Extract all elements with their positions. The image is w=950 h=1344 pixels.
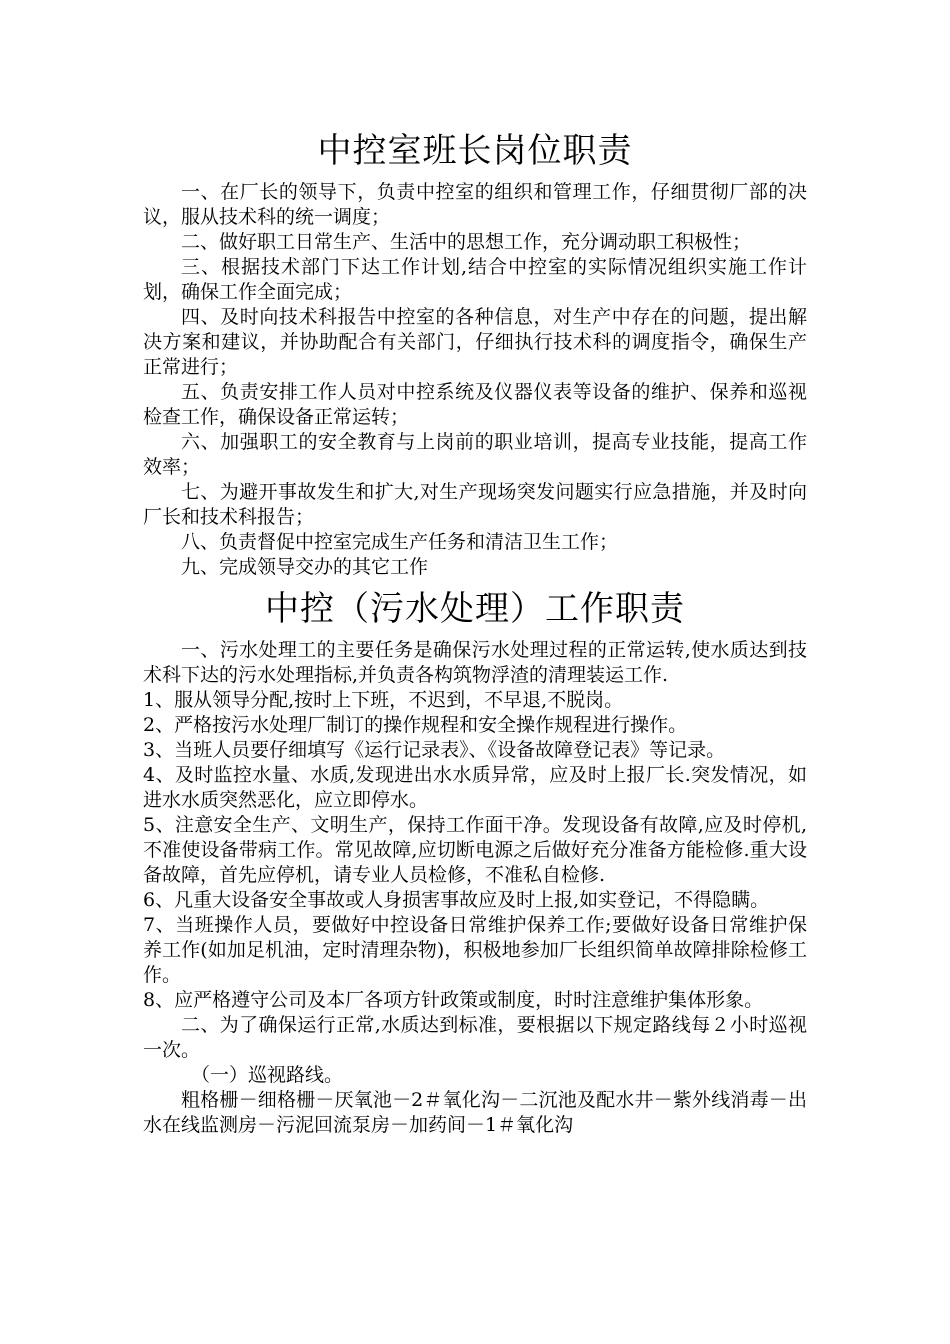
section2-item: 5、注意安全生产、文明生产，保持工作面干净。发现设备有故障,应及时停机,不准使设备带病工作。常见故障,应切断电源之后做好充分准备方能检修.重大设备故障，首先应停机，请专业人员检修，不准私自检修. [143,814,807,886]
section2-title: 中控（污水处理）工作职责 [265,589,685,629]
section1-paragraph: 三、根据技术部门下达工作计划,结合中控室的实际情况组织实施工作计划，确保工作全面完成； [143,256,807,303]
section1-paragraph: 九、完成领导交办的其它工作 [181,556,429,578]
section2-item: 6、凡重大设备安全事故或人身损害事故应及时上报,如实登记，不得隐瞒。 [143,889,770,911]
section2-patrol: 二、为了确保运行正常,水质达到标准，要根据以下规定路线每２小时巡视一次。 [143,1014,807,1061]
section2-item: 7、当班操作人员，要做好中控设备日常维护保养工作;要做好设备日常维护保养工作(如加足机油，定时清理杂物)，积极地参加厂长组织简单故障排除检修工作。 [143,914,807,986]
section2-item: 8、应严格遵守公司及本厂各项方针政策或制度，时时注意维护集体形象。 [143,989,764,1011]
section1-paragraph: 四、及时向技术科报告中控室的各种信息，对生产中存在的问题，提出解决方案和建议，并协助配合有关部门，仔细执行技术科的调度指令，确保生产正常进行； [143,306,807,378]
section1-paragraph: 一、在厂长的领导下，负责中控室的组织和管理工作，仔细贯彻厂部的决议，服从技术科的统一调度； [143,181,807,228]
document-content [143,122,807,1138]
section2-item: 1、服从领导分配,按时上下班，不迟到，不早退,不脱岗。 [143,689,624,711]
section2-item: 4、及时监控水量、水质,发现进出水水质异常，应及时上报厂长.突发情况，如进水水质突然恶化，应立即停水。 [143,764,807,811]
route-text: 粗格栅－细格栅－厌氧池－2＃氧化沟－二沉池及配水井－紫外线消毒－出水在线监测房－污泥回流泵房－加药间－1＃氧化沟 [143,1089,807,1136]
section1-title: 中控室班长岗位职责 [317,131,633,171]
section2-item: 2、严格按污水处理厂制订的操作规程和安全操作规程进行操作。 [143,714,688,736]
section1-paragraph: 六、加强职工的安全教育与上岗前的职业培训，提高专业技能，提高工作效率； [143,431,807,478]
section1-paragraph: 八、负责督促中控室完成生产任务和清洁卫生工作； [181,531,619,553]
section2-item: 3、当班人员要仔细填写《运行记录表》、《设备故障登记表》等记录。 [143,739,726,761]
section2-intro: 一、污水处理工的主要任务是确保污水处理过程的正常运转,使水质达到技术科下达的污水处理指标,并负责各构筑物浮渣的清理装运工作. [143,639,807,686]
route-heading: （一）巡视路线。 [191,1064,344,1086]
section1-paragraph: 五、负责安排工作人员对中控系统及仪器仪表等设备的维护、保养和巡视检查工作，确保设备正常运转； [143,381,807,428]
section1-paragraph: 二、做好职工日常生产、生活中的思想工作，充分调动职工积极性； [181,231,752,253]
section1-paragraph: 七、为避开事故发生和扩大,对生产现场突发问题实行应急措施，并及时向厂长和技术科报告； [143,481,807,528]
